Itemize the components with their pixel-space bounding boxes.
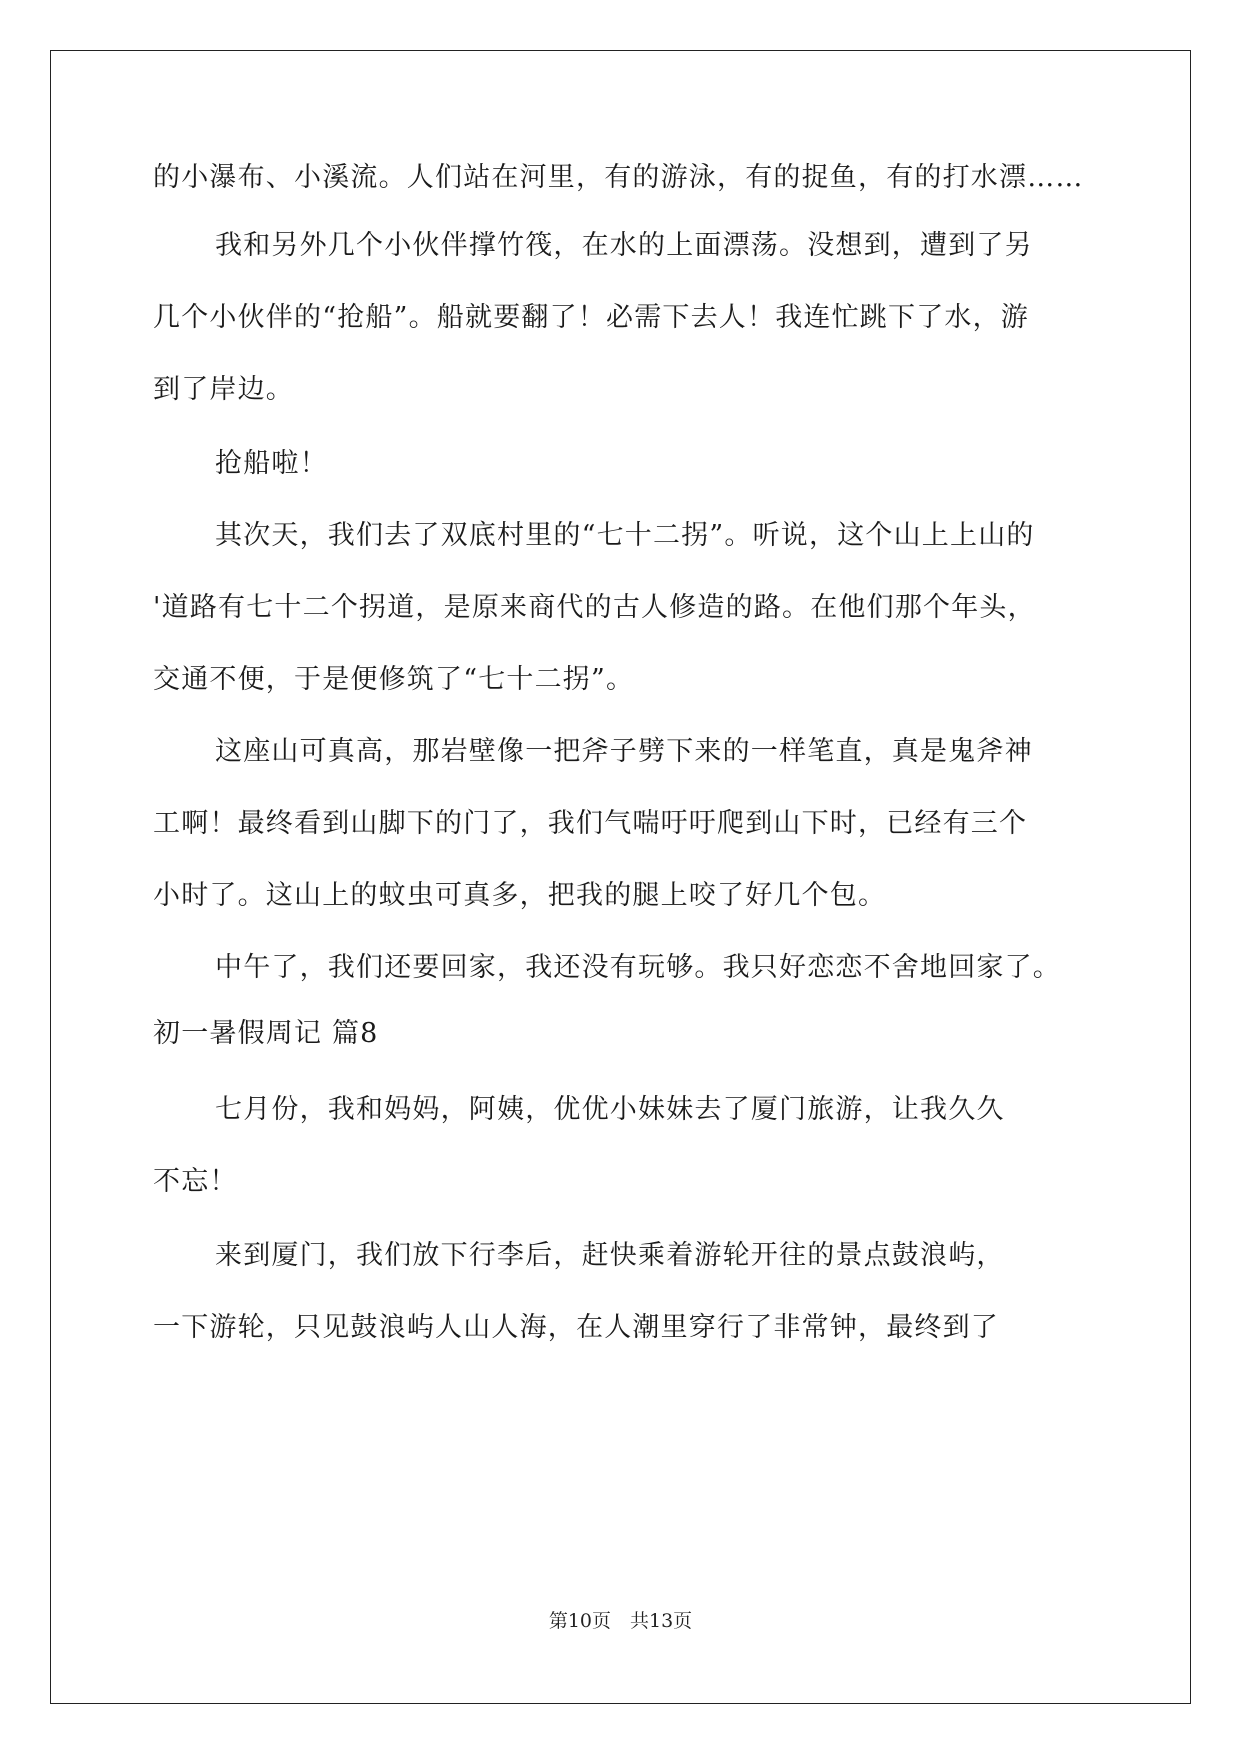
section-heading: 初一暑假周记 篇8	[153, 1018, 379, 1049]
text-line: 不忘！	[153, 1166, 238, 1197]
text-line: 一下游轮，只见鼓浪屿人山人海，在人潮里穿行了非常钟，最终到了	[153, 1312, 999, 1343]
page-border	[50, 50, 1191, 1704]
text-line: 七月份，我和妈妈，阿姨，优优小妹妹去了厦门旅游，让我久久	[215, 1094, 1005, 1125]
text-line: 小时了。这山上的蚊虫可真多，把我的腿上咬了好几个包。	[153, 880, 887, 911]
text-line: 中午了，我们还要回家，我还没有玩够。我只好恋恋不舍地回家了。	[215, 952, 1061, 983]
text-line: 交通不便，于是便修筑了“七十二拐”。	[153, 664, 635, 695]
text-line: 几个小伙伴的“抢船”。船就要翻了！必需下去人！我连忙跳下了水，游	[153, 302, 1030, 333]
text-line: 工啊！最终看到山脚下的门了，我们气喘吁吁爬到山下时，已经有三个	[153, 808, 1028, 839]
text-line: 我和另外几个小伙伴撑竹筏，在水的上面漂荡。没想到，遭到了另	[215, 230, 1033, 261]
text-line: 的小瀑布、小溪流。人们站在河里，有的游泳，有的捉鱼，有的打水漂……	[153, 162, 1084, 193]
text-line: 抢船啦！	[215, 448, 328, 479]
text-line: 来到厦门，我们放下行李后，赶快乘着游轮开往的景点鼓浪屿，	[215, 1240, 1005, 1271]
page-number-footer: 第10页 共13页	[548, 1610, 693, 1632]
text-line: 到了岸边。	[153, 374, 294, 405]
text-line: 这座山可真高，那岩壁像一把斧子劈下来的一样笔直，真是鬼斧神	[215, 736, 1033, 767]
text-line: 其次天，我们去了双底村里的“七十二拐”。听说，这个山上上山的	[215, 520, 1035, 551]
text-line: '道路有七十二个拐道，是原来商代的古人修造的路。在他们那个年头，	[153, 592, 1036, 623]
